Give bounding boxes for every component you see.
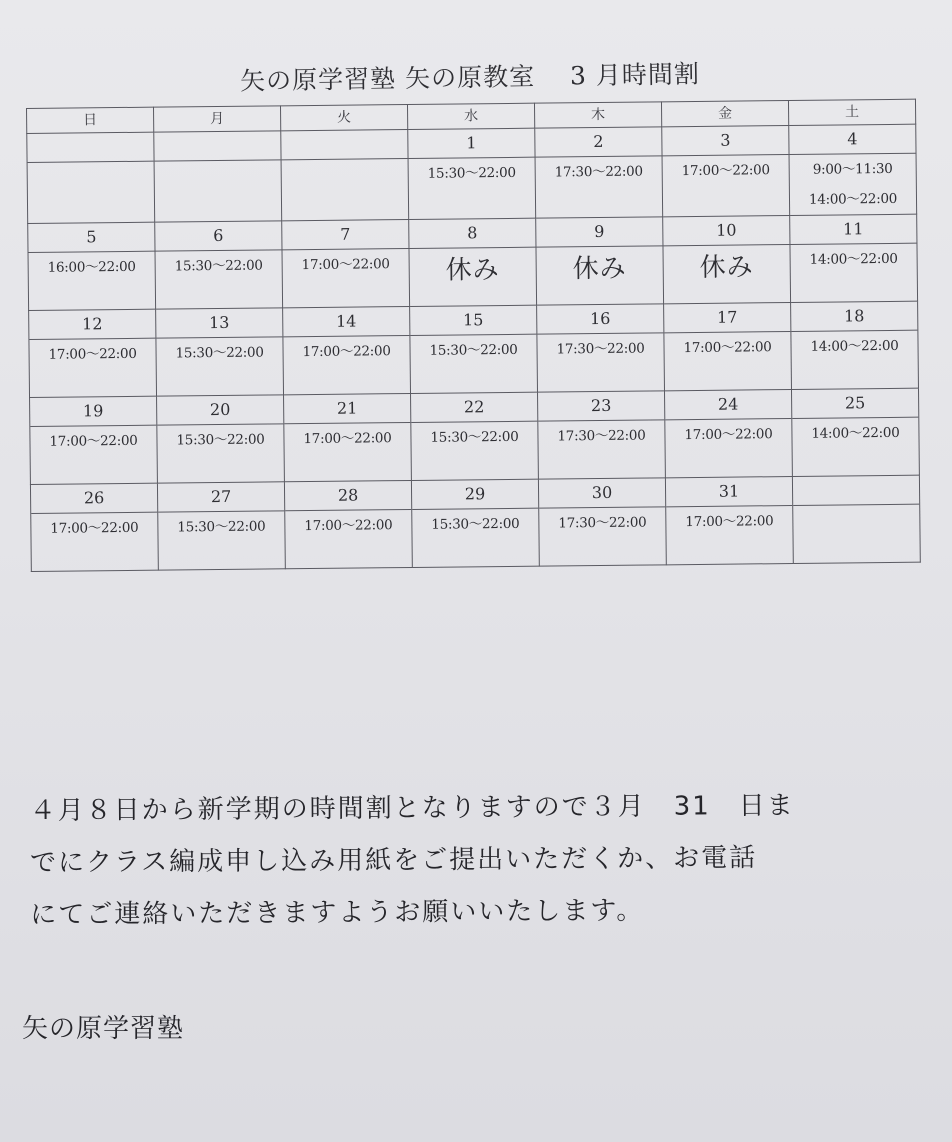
day-number: 14 [283, 307, 409, 337]
day-number [154, 131, 280, 161]
calendar-day-cell [29, 309, 157, 397]
calendar-day-cell [662, 126, 790, 217]
day-number: 27 [158, 482, 284, 512]
calendar-day-cell [411, 479, 539, 567]
calendar-day-cell [157, 482, 285, 570]
calendar-day-cell [791, 301, 919, 389]
open-hours: 15:30～22:00 [175, 344, 264, 362]
calendar-day-cell [663, 216, 791, 304]
open-hours: 17:00～22:00 [685, 513, 774, 531]
day-number: 4 [789, 125, 915, 155]
weekday-fri: 金 [661, 101, 788, 127]
day-number: 30 [539, 478, 665, 508]
calendar-week-row [29, 301, 919, 397]
calendar-week-row [30, 475, 920, 571]
day-number: 21 [284, 394, 410, 424]
calendar-day-cell [155, 221, 283, 309]
calendar-day-cell [792, 475, 920, 563]
notice-text [29, 779, 930, 941]
day-number: 1 [408, 129, 534, 159]
weekday-sun: 日 [27, 107, 154, 133]
open-hours: 15:30～22:00 [431, 515, 520, 533]
calendar-day-cell [284, 393, 412, 481]
calendar-day-cell [664, 303, 792, 391]
day-number: 19 [30, 397, 156, 427]
open-hours: 14:00～22:00 [808, 190, 898, 208]
open-hours: 17:00～22:00 [50, 519, 139, 537]
school-signature: 矢の原学習塾 [22, 1014, 185, 1044]
open-hours: 15:30～22:00 [429, 341, 518, 359]
calendar-day-cell [156, 308, 284, 396]
day-number: 26 [31, 484, 157, 514]
open-hours: 15:30～22:00 [174, 257, 263, 275]
calendar-week-row [27, 124, 917, 223]
day-number: 6 [155, 221, 281, 251]
weekday-thu: 木 [534, 102, 661, 128]
day-number: 2 [535, 127, 661, 157]
calendar-day-cell [409, 218, 537, 306]
day-number: 13 [156, 308, 282, 338]
calendar-day-cell [28, 222, 156, 310]
open-hours: 15:30～22:00 [430, 428, 519, 446]
notice-line: にてご連絡いただきますようお願いいたします。 [30, 895, 645, 931]
calendar-day-cell [664, 389, 792, 477]
calendar-day-cell [665, 476, 793, 564]
day-number: 28 [285, 481, 411, 511]
open-hours: 17:00～22:00 [304, 517, 393, 535]
notice-line: ４月８日から新学期の時間割となりますので３月 31 日ま [29, 790, 795, 827]
day-number [27, 133, 153, 163]
calendar-day-cell [536, 217, 664, 305]
open-hours: 14:00～22:00 [811, 424, 900, 442]
calendar-day-cell [410, 305, 538, 393]
day-number: 23 [538, 391, 664, 421]
day-number: 15 [410, 306, 536, 336]
calendar-day-cell [282, 219, 410, 307]
open-hours: 17:00～22:00 [681, 162, 770, 180]
closed-label: 休み [445, 255, 500, 286]
day-number: 11 [790, 215, 916, 245]
open-hours: 17:30～22:00 [556, 340, 645, 358]
notice-line: でにクラス編成申し込み用紙をご提出いただくか、お電話 [29, 843, 758, 879]
day-number: 31 [666, 477, 792, 507]
calendar-day-cell [538, 391, 666, 479]
calendar-day-cell [30, 396, 158, 484]
day-number: 29 [412, 480, 538, 510]
weekday-mon: 月 [153, 106, 280, 132]
calendar-day-cell [283, 306, 411, 394]
day-number: 7 [282, 220, 408, 250]
day-number: 25 [792, 389, 918, 419]
weekday-wed: 水 [407, 103, 534, 129]
day-number: 24 [665, 390, 791, 420]
weekday-tue: 火 [280, 105, 407, 131]
day-number [281, 130, 407, 160]
open-hours: 17:00～22:00 [48, 345, 137, 363]
calendar-day-cell [538, 478, 666, 566]
open-hours: 17:00～22:00 [684, 426, 773, 444]
calendar-week-row [30, 388, 920, 484]
calendar-week-row [28, 214, 918, 310]
calendar-day-cell [281, 130, 409, 221]
calendar-day-cell [411, 392, 539, 480]
calendar-day-cell [27, 132, 155, 223]
open-hours: 17:00～22:00 [49, 432, 138, 450]
calendar-day-cell [408, 128, 536, 219]
closed-label: 休み [572, 253, 627, 285]
day-number: 10 [663, 216, 789, 246]
calendar-day-cell [535, 127, 663, 218]
calendar-day-cell [789, 124, 917, 215]
open-hours: 15:30～22:00 [176, 431, 265, 449]
open-hours: 17:00～22:00 [302, 343, 391, 361]
open-hours: 17:00～22:00 [303, 430, 392, 448]
open-hours: 17:30～22:00 [554, 163, 643, 181]
open-hours: 15:30～22:00 [427, 164, 516, 182]
calendar-day-cell [30, 483, 158, 571]
day-number: 3 [662, 126, 788, 156]
open-hours: 17:00～22:00 [301, 256, 390, 274]
day-number: 8 [409, 219, 535, 249]
open-hours: 17:30～22:00 [557, 427, 646, 445]
weekday-sat: 土 [788, 99, 915, 125]
open-hours: 15:30～22:00 [177, 518, 266, 536]
calendar-day-cell [284, 480, 412, 568]
day-number: 22 [411, 393, 537, 423]
open-hours: 17:00～22:00 [683, 339, 772, 357]
day-number: 17 [664, 303, 790, 333]
open-hours: 9:00～11:30 [812, 160, 893, 178]
calendar-day-cell [537, 304, 665, 392]
calendar-day-cell [791, 388, 919, 476]
closed-label: 休み [699, 252, 754, 283]
calendar-day-cell [157, 395, 285, 483]
day-number: 20 [157, 395, 283, 425]
schedule-calendar [26, 99, 921, 572]
day-number: 5 [28, 223, 154, 253]
open-hours: 14:00～22:00 [810, 337, 899, 355]
calendar-day-cell [154, 131, 282, 222]
day-number [793, 476, 919, 506]
day-number: 18 [791, 302, 917, 332]
open-hours: 14:00～22:00 [809, 250, 898, 268]
day-number: 9 [536, 217, 662, 247]
calendar-day-cell [790, 214, 918, 302]
open-hours: 16:00～22:00 [47, 258, 136, 276]
open-hours: 17:30～22:00 [558, 514, 647, 532]
day-number: 12 [29, 310, 155, 340]
page-title: 矢の原学習塾 矢の原教室 3 月時間割 [239, 59, 701, 96]
day-number: 16 [537, 304, 663, 334]
